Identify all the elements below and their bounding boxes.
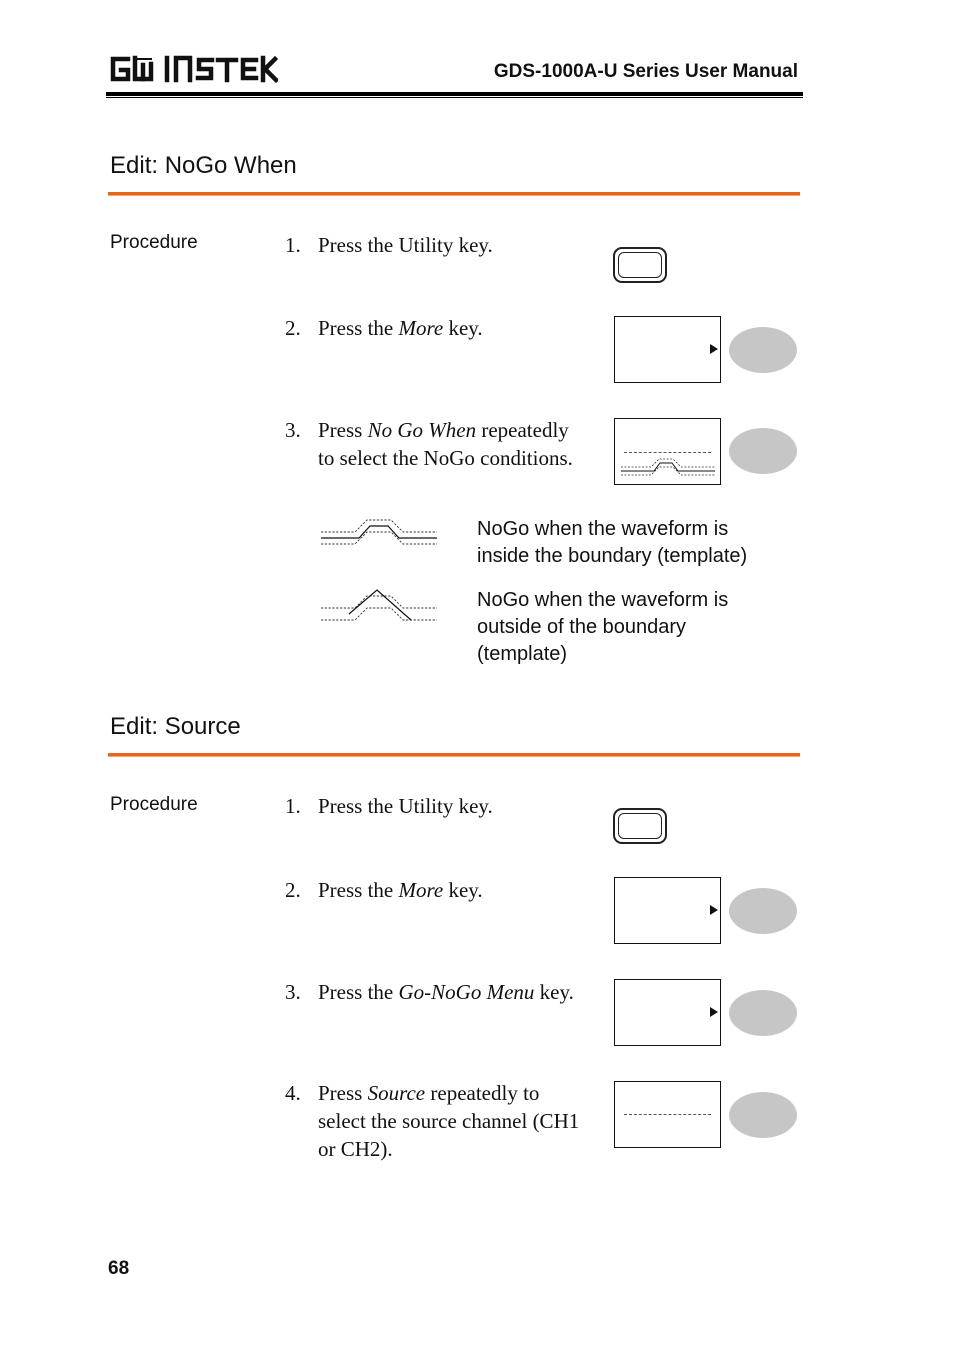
more-menu-box [614,877,721,944]
section-title-source: Edit: Source [110,713,241,740]
utility-key-icon[interactable] [613,247,667,283]
go-nogo-menu-softkey[interactable] [729,990,797,1036]
nogo-when-softkey[interactable] [729,428,797,474]
arrow-right-icon [710,344,718,354]
arrow-right-icon [710,1007,718,1017]
procedure-label: Procedure [110,794,198,815]
gw-instek-logo [108,54,278,84]
nogo-inside-boundary-icon [321,516,437,548]
more-softkey[interactable] [729,888,797,934]
menu-divider [624,1114,711,1115]
more-softkey[interactable] [729,327,797,373]
procedure-label: Procedure [110,232,198,253]
go-nogo-menu-box [614,979,721,1046]
header-rule-thin [106,97,803,98]
section-rule [108,753,800,757]
nogo-inside-icon-small [621,457,715,479]
menu-divider [624,452,711,453]
nogo-when-menu-box [614,418,721,485]
header-rule [106,92,803,96]
utility-key-icon[interactable] [613,808,667,844]
section-title-nogo-when: Edit: NoGo When [110,152,297,179]
section-rule [108,192,800,196]
page-number: 68 [108,1258,130,1279]
nogo-outside-description: NoGo when the waveform is outside of the boundary (template) [477,589,729,665]
nogo-outside-boundary-icon [321,588,437,624]
source-softkey[interactable] [729,1092,797,1138]
manual-title: GDS-1000A-U Series User Manual [493,61,798,82]
arrow-right-icon [710,905,718,915]
nogo-inside-description: NoGo when the waveform is inside the boundary (template) [477,518,748,567]
source-menu-box [614,1081,721,1148]
more-menu-box [614,316,721,383]
